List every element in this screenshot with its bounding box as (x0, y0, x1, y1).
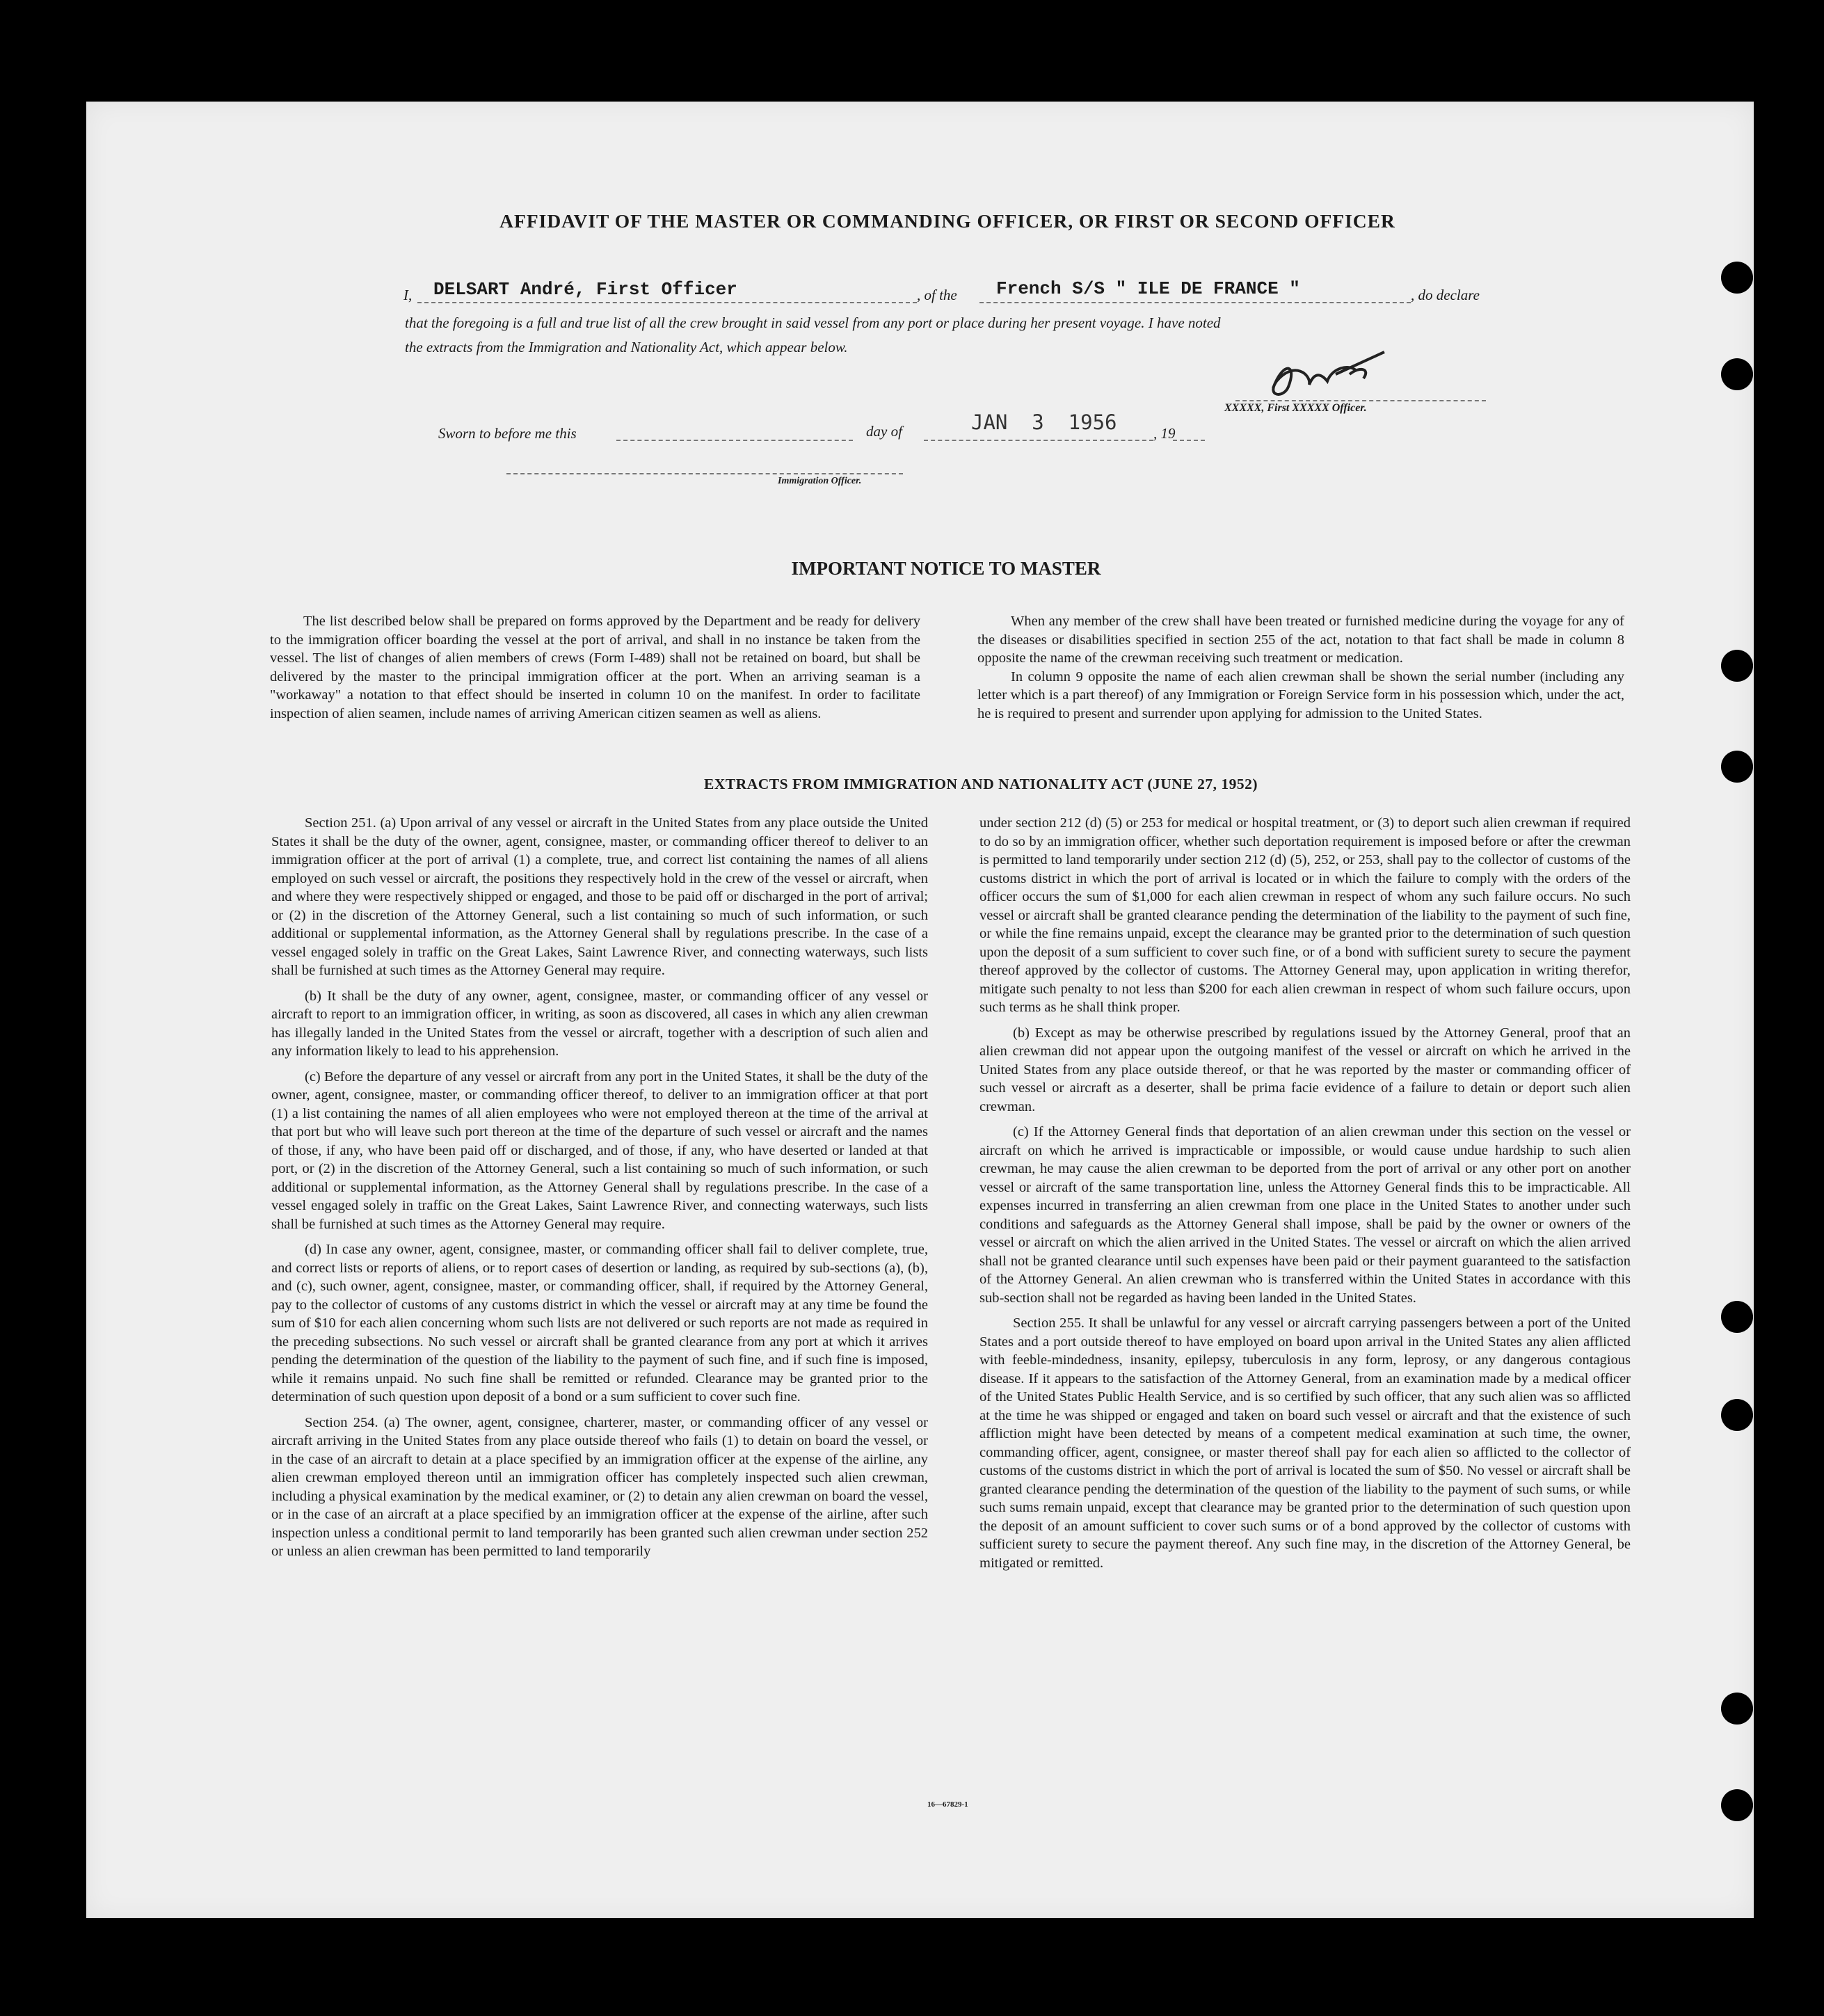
binder-hole (1721, 650, 1753, 682)
section-254-b: (b) Except as may be otherwise prescribed by regulations issued by the Attorney General, proof that an alien crewman did not appear upon the outgoing manifest of the vessel or aircraft on which he arrived in the United States from any place outside thereof, or that he was reported by the master or commanding officer of such vessel or aircraft as a deserter, shall be prima facie evidence of a failure to detain or deport such alien crewman. (979, 1025, 1631, 1114)
notice-left-paragraph: The list described below shall be prepared on forms approved by the Department and be ready for delivery to the immigration officer boarding the vessel at the port of arrival, and shall in no instance be taken from the vessel. The list of changes of alien members of crews (Form I-489) shall not be retained on board, but shall be delivered by the master to the principal immigration officer at the port. When an arriving seaman is a "workaway" a notation to that effect should be inserted in column 10 on the manifest. In order to facilitate inspection of alien seamen, include names of arriving American citizen seamen as well as aliens. (270, 614, 920, 721)
section-254-a-cont: under section 212 (d) (5) or 253 for medical or hospital treatment, or (3) to deport such alien crewman if required to do so by an immigration officer, whether such deportation requirement is imposed before or after the crewman is permitted to land temporarily under section 212 (d) (5), 252, or 253, shall pay to the collector of customs of the customs district in which the port of arrival is located or in which the failure to comply with the orders of the officer occurs the sum of $1,000 for each alien crewman in respect of whom any such failure occurs. No such vessel or aircraft shall be granted clearance pending the determination of the liability to the payment of such fine, or while the fine remains unpaid, except the clearance may be granted prior to the determination of such question upon the deposit of a sum sufficient to cover such fine, or of a bond with sufficient surety to secure the payment thereof approved by the collector of customs. The Attorney General may, upon application in writing therefor, mitigate such penalty to not less than $200 for each alien crewman in respect of whom such failure occurs, upon such terms as he shall think proper. (979, 815, 1631, 1015)
notice-right-paragraph-1: When any member of the crew shall have been treated or furnished medicine during the voyage for any of the diseases or disabilities specified in section 255 of the act, notation to that fact shall be made in column 8 opposite the name of the crewman receiving such treatment or medication. (977, 614, 1624, 666)
binder-hole (1721, 358, 1753, 390)
section-251-c: (c) Before the departure of any vessel or aircraft from any port in the United States, it shall be the duty of the owner, agent, consignee, master, or commanding officer thereof, to deliver to an immigration officer at that port (1) a list containing the names of all alien employees who were not employed thereon at the time of the arrival at that port but who will leave such port thereon at the time of the departure of such vessel or aircraft and the names of those, if any, who have been paid off or discharged, and of those, if any, who have deserted or landed at that port, or (2) in the discretion of the Attorney General, such a list containing so much of such information, or such additional or supplemental information, as the Attorney General shall by regulations prescribe. In the case of a vessel engaged solely in traffic on the Great Lakes, Saint Lawrence River, and connecting waterways, such lists shall be furnished at such times as the Attorney General may require. (271, 1069, 928, 1232)
section-251-b: (b) It shall be the duty of any owner, agent, consignee, master, or commanding officer of any vessel or aircraft to report to an immigration officer, in writing, as soon as discovered, all cases in which any alien crewman has illegally landed in the United States from the vessel or aircraft, together with a description of such alien and any information likely to lead to his apprehension. (271, 988, 928, 1059)
day-of-label: day of (866, 423, 902, 440)
extracts-title: EXTRACTS FROM IMMIGRATION AND NATIONALITY ACT (JUNE 27, 1952) (704, 776, 1258, 792)
year-label: , 19 (1153, 425, 1176, 442)
binder-hole (1721, 1693, 1753, 1725)
binder-hole (1721, 262, 1753, 294)
i-label: I, (403, 287, 413, 303)
extracts-right-column (979, 814, 1631, 1572)
immigration-officer-label: Immigration Officer. (778, 476, 862, 486)
binder-hole (1721, 1789, 1753, 1821)
section-251-d: (d) In case any owner, agent, consignee, master, or commanding officer shall fail to deliver complete, true, and correct lists or reports of aliens, or to report cases of desertion or landing, as required by sub-sections (a), (b), and (c), such owner, agent, consignee, master, or commanding officer, shall, if required by the Attorney General, pay to the collector of customs of any customs district in which the vessel or aircraft may at any time be found the sum of $10 for each alien concerning whom such lists are not delivered or such reports are not made as required in the preceding subsections. No such vessel or aircraft shall be granted clearance from any port at which it arrives pending the determination of the question of the liability to the payment of such fine, and if such fine is imposed, while it remains unpaid. No such fine shall be remitted or refunded. Clearance may be granted prior to the determination of such question upon deposit of a bond or a sum sufficient to cover such fine. (271, 1242, 928, 1405)
of-the-label: , of the (917, 287, 957, 303)
section-254-a: Section 254. (a) The owner, agent, consignee, charterer, master, or commanding officer of any vessel or aircraft arriving in the United States from any place outside thereof who fails (1) to detain on board the vessel, or in the case of an aircraft to detain at a place specified by an immigration officer at the expense of the airline, any alien crewman employed thereon until an immigration officer has completely inspected such alien crewman, including a physical examination by the medical examiner, or (2) to detain any alien crewman on board the vessel, or in the case of an aircraft at a place specified by an immigration officer at the expense of the airline, after such inspection unless a conditional permit to land temporarily has been granted such alien crewman under section 252 or unless an alien crewman has been permitted to land temporarily (271, 1414, 928, 1559)
officer-name: DELSART André, First Officer (433, 279, 737, 300)
binder-hole (1721, 1399, 1753, 1431)
notice-right-column (977, 612, 1624, 723)
do-declare-label: , do declare (1411, 287, 1480, 303)
section-251-a: Section 251. (a) Upon arrival of any vessel or aircraft in the United States from any place outside the United States it shall be the duty of the owner, agent, consignee, master, or commanding officer thereof to deliver to an immigration officer at the port of arrival (1) a complete, true, and correct list containing the names of all aliens employed on such vessel or aircraft, the positions they respectively hold in the crew of the vessel or aircraft, when and where they were respectively shipped or engaged, and those to be paid off or discharged in the port of arrival; or (2) in the discretion of the Attorney General, such a list containing so much of such information, or such additional or supplemental information, as the Attorney General shall by regulations prescribe. In the case of a vessel engaged solely in traffic on the Great Lakes, Saint Lawrence River, and connecting waterways, such lists shall be furnished at such times as the Attorney General may require. (271, 815, 928, 978)
year-underline (1173, 440, 1205, 441)
binder-hole (1721, 751, 1753, 783)
declaration-line-1: that the foregoing is a full and true list of all the crew brought in said vessel from any port or place during her present voyage. I have noted (405, 314, 1221, 331)
section-255: Section 255. It shall be unlawful for any vessel or aircraft carrying passengers between a port of the United States and a port outside thereof to have employed on board upon arrival in the United States any alien afflicted with feeble-mindedness, insanity, epilepsy, tuberculosis in any form, leprosy, or any dangerous contagious disease. If it appears to the satisfaction of the Attorney General, from an examination made by a medical officer of the United States Public Health Service, and is so certified by such officer, that any such alien was so afflicted at the time he was shipped or engaged and taken on board such vessel or aircraft and that the existence of such affliction might have been detected by means of a competent medical examination at such time, the owner, commanding officer, agent, consignee, or master thereof shall pay for each alien so afflicted to the collector of customs of the customs district in which the port of arrival is located the sum of $50. No vessel or aircraft shall be granted clearance pending the determination of the question of the liability to the payment of such sums, or while such sums remain unpaid, except that clearance may be granted prior to the determination of such question upon the deposit of an amount sufficient to cover such sums or of a bond approved by the collector of customs with sufficient surety to secure the payment thereof. Any such fine may, in the discretion of the Attorney General, be mitigated or remitted. (979, 1315, 1631, 1571)
notice-right-paragraph-2: In column 9 opposite the name of each alien crewman shall be shown the serial number (including any letter which is a part thereof) of any Immigration or Foreign Service form in his possession which, under the act, he is required to present and surrender upon applying for admission to the United States. (977, 669, 1624, 721)
extracts-left-column (271, 814, 928, 1561)
notice-title: IMPORTANT NOTICE TO MASTER (791, 558, 1101, 579)
immigration-officer-underline (506, 473, 903, 474)
binder-hole (1721, 1301, 1753, 1333)
declaration-line-2: the extracts from the Immigration and Nationality Act, which appear below. (405, 339, 848, 355)
vessel-name: French S/S " ILE DE FRANCE " (996, 278, 1300, 299)
day-of-underline (924, 440, 1153, 441)
name-underline (417, 302, 917, 303)
vessel-underline (979, 302, 1411, 303)
officer-signature (1245, 333, 1405, 409)
signature-caption: XXXXX, First XXXXX Officer. (1224, 402, 1367, 414)
section-254-c: (c) If the Attorney General finds that deportation of an alien crewman under this section on the vessel or aircraft on which he arrived is impracticable or impossible, or would cause undue hardship to such alien crewman, he may cause the alien crewman to be deported from the port of arrival or any other port on another vessel or aircraft of the same transportation line, unless the Attorney General finds this to be impracticable. All expenses incurred in transferring an alien crewman from one place in the United States to another under such conditions and safeguards as the Attorney General shall impose, shall be paid by the owner or owners of the vessel or aircraft on which the alien arrived in the United States. The vessel or aircraft on which the alien arrived shall not be granted clearance until such expenses have been paid or their payment guaranteed to the satisfaction of the Attorney General. An alien crewman who is transferred within the United States in accordance with this sub-section shall not be regarded as having been landed in the United States. (979, 1124, 1631, 1306)
form-number: 16—67829-1 (927, 1800, 968, 1809)
affidavit-title: AFFIDAVIT OF THE MASTER OR COMMANDING OFFICER, OR FIRST OR SECOND OFFICER (499, 210, 1395, 232)
sworn-label: Sworn to before me this (438, 425, 577, 442)
sworn-underline (616, 440, 853, 441)
signature-underline (1235, 400, 1486, 401)
date-stamp: JAN 3 1956 (971, 410, 1117, 434)
notice-left-column (270, 612, 920, 723)
